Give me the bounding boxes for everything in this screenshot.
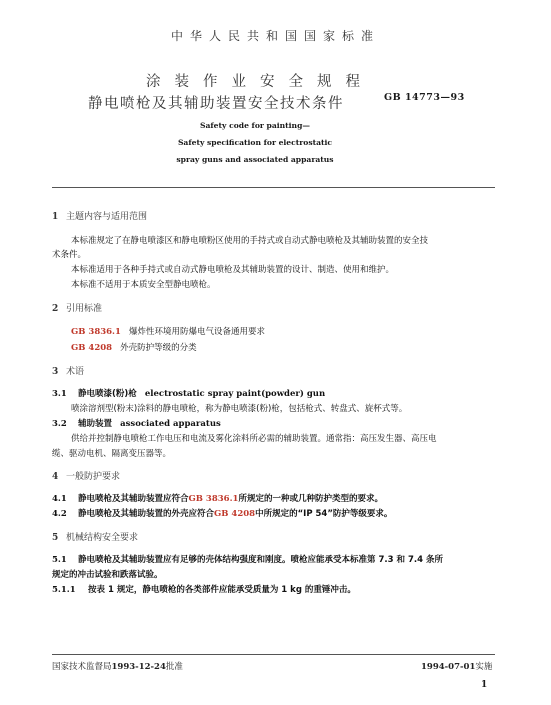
section-4-heading [52, 469, 120, 482]
section-number: 2 [52, 304, 59, 314]
clause-4-1 [52, 492, 383, 504]
term-number: 3.1 [52, 389, 67, 399]
s1-paragraph-2: 本标准适用于各种手持式或自动式静电喷枪及其辅助装置的设计、制造、使用和维护。 [71, 265, 395, 275]
term-3-2-definition-a: 供给并控制静电喷枪工作电压和电流及雾化涂料所必需的辅助装置。通常指：高压发生器、高压电 [71, 434, 437, 444]
national-standard-header: 中华人民共和国国家标准 [170, 29, 380, 43]
standard-code: GB 14773—93 [384, 92, 465, 103]
clause-text: 所规定的一种或几种防护类型的要求。 [238, 494, 383, 504]
approval-date: 1993-12-24 [111, 662, 166, 672]
approval-line [52, 660, 183, 672]
footer-divider [52, 654, 495, 655]
reference-link[interactable]: GB 4208 [71, 343, 113, 353]
section-number: 3 [52, 367, 59, 377]
clause-number: 5.1 [52, 555, 67, 565]
term-3-2 [52, 417, 221, 429]
clause-5-1-1 [52, 583, 356, 595]
clause-5-1 [52, 553, 443, 565]
page-number: 1 [481, 680, 488, 690]
issuer: 国家技术监督局 [52, 662, 112, 672]
term-zh: 静电喷漆(粉)枪 [78, 389, 137, 399]
section-1-heading [52, 209, 147, 222]
section-title: 主题内容与适用范围 [66, 212, 148, 222]
term-zh: 辅助装置 [78, 419, 113, 429]
approval-word: 批准 [165, 662, 183, 672]
clause-number: 5.1.1 [52, 585, 76, 595]
term-number: 3.2 [52, 419, 67, 429]
reference-link[interactable]: GB 4208 [214, 509, 256, 519]
clause-text: 中所规定的“IP 54”防护等级要求。 [255, 509, 393, 519]
section-number: 5 [52, 533, 59, 543]
title-line-1: 涂装作业安全规程 [146, 74, 374, 90]
section-5-heading [52, 530, 138, 543]
implementation-date: 1994-07-01 [421, 662, 476, 672]
section-title: 一般防护要求 [66, 472, 121, 482]
s1-paragraph-3: 本标准不适用于本质安全型静电喷枪。 [71, 280, 216, 290]
term-3-2-definition-b: 缆、驱动电机、隔离变压器等。 [52, 449, 172, 459]
section-2-heading [52, 301, 102, 314]
reference-title: 爆炸性环境用防爆电气设备通用要求 [129, 327, 266, 337]
s1-paragraph-1b: 术条件。 [52, 250, 87, 260]
term-3-1 [52, 387, 325, 399]
clause-4-2 [52, 507, 392, 519]
header-divider [52, 187, 495, 188]
reference-link[interactable]: GB 3836.1 [188, 494, 239, 504]
english-title-1: Safety code for painting— [200, 121, 310, 130]
implementation-word: 实施 [475, 662, 493, 672]
section-title: 引用标准 [66, 304, 103, 314]
section-number: 4 [52, 472, 59, 482]
english-title-2: Safety specification for electrostatic [177, 138, 333, 147]
section-title: 术语 [66, 367, 85, 377]
clause-text: 按表 1 规定，静电喷枪的各类部件应能承受质量为 1 kg 的重锤冲击。 [88, 585, 356, 595]
clause-text: 静电喷枪及其辅助装置应符合 [78, 494, 189, 504]
clause-5-1-cont: 规定的冲击试验和跌落试验。 [52, 570, 163, 580]
clause-number: 4.2 [52, 509, 67, 519]
s1-paragraph-1a: 本标准规定了在静电喷漆区和静电喷粉区使用的手持式或自动式静电喷枪及其辅助装置的安全技 [71, 236, 429, 246]
section-number: 1 [52, 212, 59, 222]
implementation-line [421, 660, 492, 672]
reference-link[interactable]: GB 3836.1 [71, 327, 121, 337]
english-title-3: spray guns and associated apparatus [176, 155, 334, 164]
clause-number: 4.1 [52, 494, 67, 504]
reference-1 [71, 325, 265, 337]
term-3-1-definition: 喷涂溶剂型(粉末)涂料的静电喷枪，称为静电喷漆(粉)枪，包括枪式、转盘式、旋杯式等。 [71, 404, 408, 414]
reference-title: 外壳防护等级的分类 [120, 343, 197, 353]
term-en: electrostatic spray paint(powder) gun [144, 389, 326, 399]
clause-text: 静电喷枪及其辅助装置应有足够的壳体结构强度和刚度。喷枪应能承受本标准第 7.3 和 7.4 条所 [78, 555, 443, 565]
clause-text: 静电喷枪及其辅助装置的外壳应符合 [78, 509, 215, 519]
title-line-2: 静电喷枪及其辅助装置安全技术条件 [88, 96, 344, 112]
section-title: 机械结构安全要求 [66, 533, 139, 543]
term-en: associated apparatus [120, 419, 221, 429]
reference-2 [71, 341, 197, 353]
section-3-heading [52, 364, 84, 377]
